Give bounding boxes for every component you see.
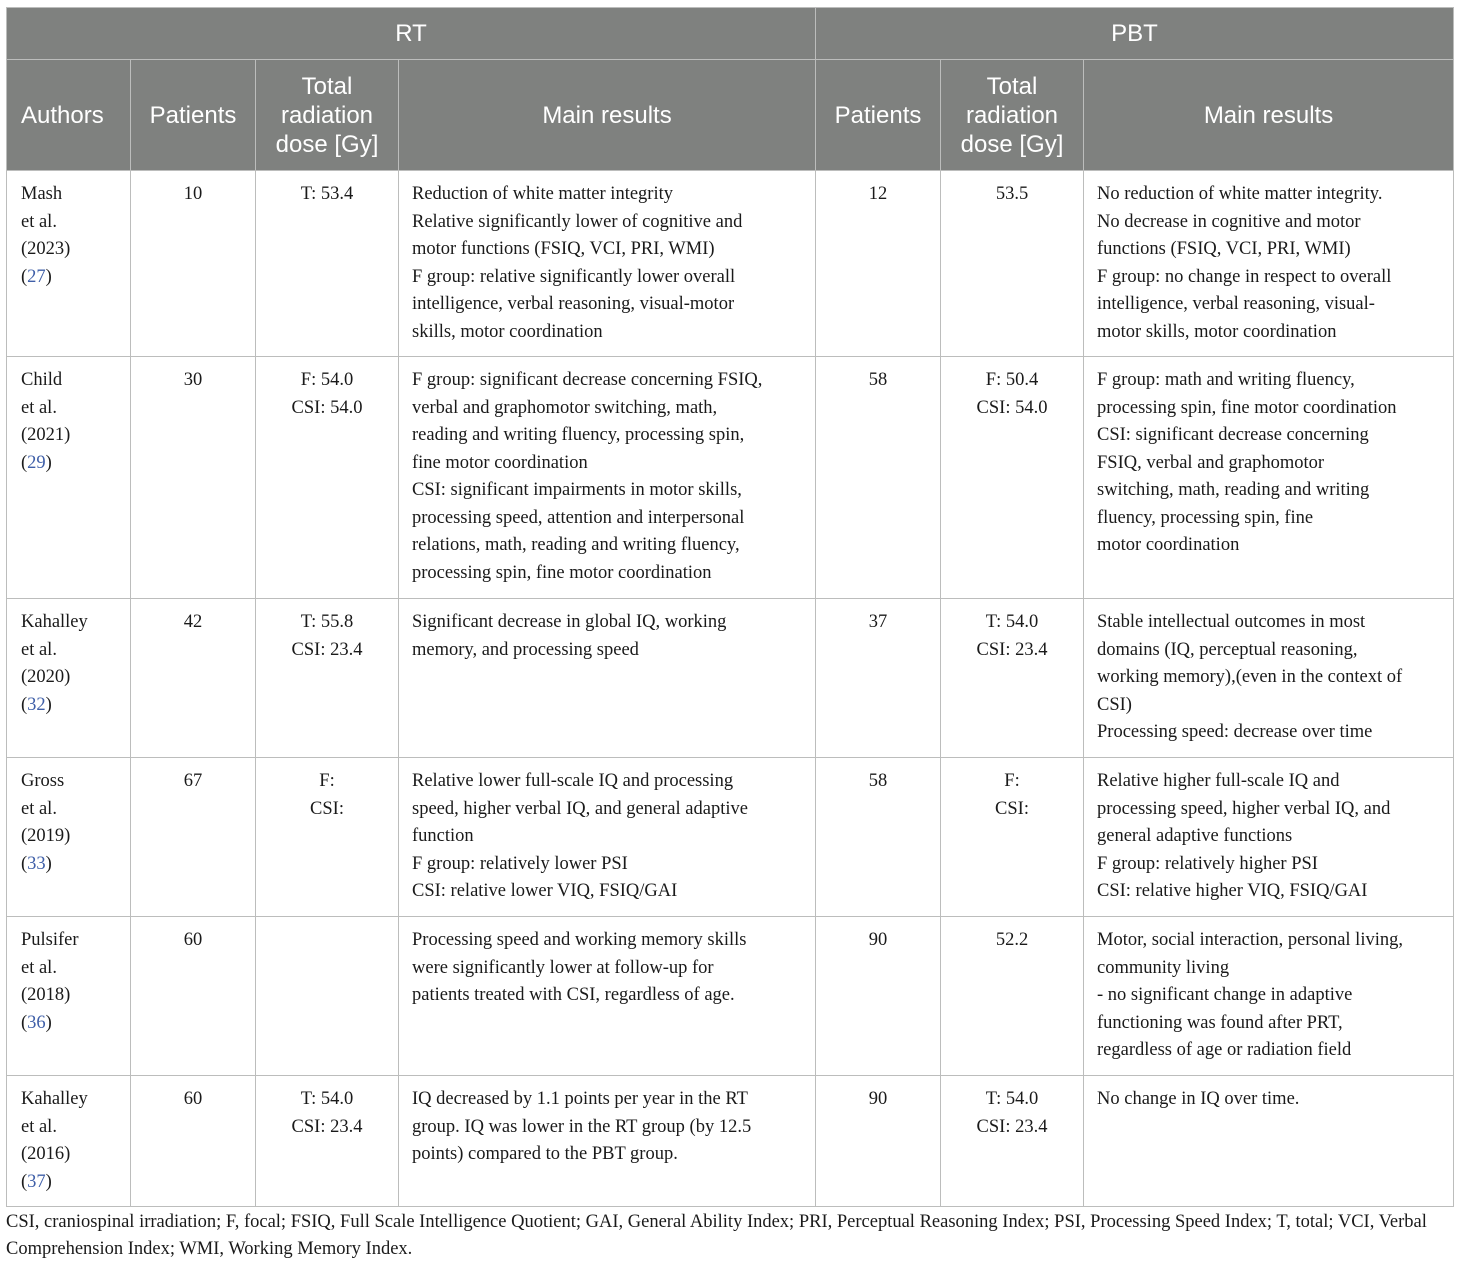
rt-results-line: processing spin, fine motor coordination <box>412 562 712 583</box>
rt-results-line: function <box>412 826 474 846</box>
rt-results-line: patients treated with CSI, regardless of age. <box>412 985 735 1005</box>
pbt-patients-cell <box>816 599 941 758</box>
rt-patients-cell <box>131 917 256 1076</box>
rt-results-line: memory, and processing speed <box>412 639 639 660</box>
pbt-dose-cell <box>941 758 1084 917</box>
author-line: Kahalley <box>21 1089 88 1109</box>
pbt-results-line: CSI: significant decrease concerning <box>1097 425 1369 445</box>
pbt-results-line: FSIQ, verbal and graphomotor <box>1097 452 1325 473</box>
author-line: et al. <box>21 798 57 819</box>
pbt-results-line: Processing speed: decrease over time <box>1097 722 1373 742</box>
pbt-results-line: No reduction of white matter integrity. <box>1097 184 1383 204</box>
paren: ( <box>21 1012 28 1033</box>
author-line: (2016) <box>21 1144 71 1164</box>
pbt-results-line: working memory),(even in the context of <box>1097 667 1403 687</box>
table-row <box>7 758 1454 917</box>
pbt-patients-value: 90 <box>868 930 888 950</box>
rt-dose-line: T: 55.8 <box>300 612 354 632</box>
pbt-results-line: processing spin, fine motor coordination <box>1097 397 1397 418</box>
pbt-results-line: Motor, social interaction, personal living, <box>1097 930 1403 950</box>
group-header-rt: RT <box>7 8 816 60</box>
rt-results-line: processing speed, attention and interpersonal <box>412 507 745 528</box>
rt-results-line: CSI: significant impairments in motor skills, <box>412 480 742 500</box>
rt-results-line: Significant decrease in global IQ, working <box>412 612 727 632</box>
pbt-patients-cell <box>816 171 941 357</box>
reference-line <box>21 264 120 292</box>
rt-dose-line: T: 53.4 <box>300 184 354 204</box>
author-line: (2020) <box>21 667 71 687</box>
rt-results-line: Processing speed and working memory skills <box>412 930 747 950</box>
rt-results-line: speed, higher verbal IQ, and general adaptive <box>412 798 748 819</box>
dose-header-line: Total <box>301 72 353 100</box>
pbt-patients-cell <box>816 1076 941 1207</box>
pbt-patients-value: 12 <box>868 184 888 204</box>
rt-patients-cell <box>131 599 256 758</box>
rt-patients-value: 10 <box>183 184 203 204</box>
group-header-pbt: PBT <box>816 8 1454 60</box>
pbt-results-cell <box>1084 917 1454 1076</box>
pbt-results-line: CSI: relative higher VIQ, FSIQ/GAI <box>1097 881 1368 901</box>
pbt-results-cell <box>1084 1076 1454 1207</box>
pbt-results-line: functioning was found after PRT, <box>1097 1012 1343 1033</box>
paren: ) <box>45 1012 52 1033</box>
author-cell <box>7 917 131 1076</box>
rt-dose-line: CSI: <box>310 798 344 819</box>
rt-results-line: fine motor coordination <box>412 452 588 473</box>
author-line: Kahalley <box>21 612 88 632</box>
pbt-results-line: functions (FSIQ, VCI, PRI, WMI) <box>1097 239 1351 259</box>
comparison-table-container <box>6 7 1453 1207</box>
rt-results-line: Relative significantly lower of cognitive and <box>412 211 743 232</box>
rt-dose-line: CSI: 23.4 <box>291 639 363 660</box>
rt-results-cell <box>399 1076 816 1207</box>
column-header-row <box>7 60 1454 171</box>
pbt-results-line: Stable intellectual outcomes in most <box>1097 612 1366 632</box>
paren: ( <box>21 266 28 287</box>
rt-results-line: relations, math, reading and writing fluency, <box>412 535 740 555</box>
rt-results-line: verbal and graphomotor switching, math, <box>412 397 718 418</box>
rt-patients-cell <box>131 1076 256 1207</box>
rt-results-cell <box>399 917 816 1076</box>
pbt-results-line: intelligence, verbal reasoning, visual- <box>1097 294 1375 314</box>
rt-results-line: reading and writing fluency, processing spin, <box>412 425 745 445</box>
reference-link[interactable]: 37 <box>27 1171 46 1192</box>
paren: ) <box>45 1171 52 1192</box>
pbt-patients-cell <box>816 357 941 599</box>
author-line: (2021) <box>21 425 71 445</box>
paren: ) <box>45 452 52 473</box>
dose-header-line: dose [Gy] <box>275 130 379 158</box>
pbt-results-line: motor skills, motor coordination <box>1097 321 1337 342</box>
rt-patients-value: 60 <box>183 930 203 950</box>
pbt-results-line: CSI) <box>1097 694 1132 715</box>
dose-header-line: Total <box>986 72 1038 100</box>
rt-results-line: intelligence, verbal reasoning, visual-motor <box>412 294 735 314</box>
col-header-pbt-patients: Patients <box>816 60 941 171</box>
paren: ) <box>45 694 52 715</box>
table-row <box>7 171 1454 357</box>
table-row <box>7 917 1454 1076</box>
reference-line <box>21 450 120 478</box>
footnote-line: CSI, craniospinal irradiation; F, focal; FSIQ, Full Scale Intelligence Quotient; GAI, General Ability Index; PRI, Perceptual Reasoning Index; PSI, Processing Speed Index; T, total; VCI, Verbal <box>6 1212 1427 1232</box>
table-row <box>7 599 1454 758</box>
paren: ( <box>21 853 28 874</box>
rt-results-line: points) compared to the PBT group. <box>412 1144 678 1164</box>
pbt-results-line: regardless of age or radiation field <box>1097 1040 1352 1060</box>
author-cell <box>7 758 131 917</box>
pbt-dose-cell <box>941 599 1084 758</box>
pbt-results-line: - no significant change in adaptive <box>1097 985 1353 1005</box>
comparison-table <box>6 7 1454 1207</box>
author-cell <box>7 1076 131 1207</box>
rt-dose-line: F: 54.0 <box>300 370 354 390</box>
rt-dose-line: T: 54.0 <box>300 1089 354 1109</box>
author-cell <box>7 171 131 357</box>
rt-results-line: group. IQ was lower in the RT group (by 12.5 <box>412 1116 752 1137</box>
pbt-results-line: No decrease in cognitive and motor <box>1097 211 1361 232</box>
rt-results-cell <box>399 357 816 599</box>
rt-dose-cell <box>256 758 399 917</box>
dose-header-line: dose [Gy] <box>960 130 1064 158</box>
pbt-results-cell <box>1084 599 1454 758</box>
paren: ( <box>21 1171 28 1192</box>
pbt-patients-cell <box>816 758 941 917</box>
reference-line <box>21 1010 120 1038</box>
reference-link[interactable]: 29 <box>27 452 46 473</box>
pbt-dose-line: T: 54.0 <box>985 1089 1039 1109</box>
rt-patients-value: 60 <box>183 1089 203 1109</box>
rt-dose-line: CSI: 54.0 <box>291 397 363 418</box>
pbt-results-cell <box>1084 357 1454 599</box>
pbt-dose-line: F: 50.4 <box>985 370 1039 390</box>
author-line: et al. <box>21 1116 57 1137</box>
rt-patients-value: 67 <box>183 771 203 791</box>
rt-dose-line: F: <box>319 771 335 791</box>
author-line: (2019) <box>21 826 71 846</box>
table-row <box>7 1076 1454 1207</box>
reference-line <box>21 1169 120 1197</box>
rt-dose-cell <box>256 599 399 758</box>
dose-header-line: radiation <box>280 101 374 129</box>
footnote-line: Comprehension Index; WMI, Working Memory Index. <box>6 1239 413 1259</box>
rt-results-cell <box>399 171 816 357</box>
pbt-results-line: domains (IQ, perceptual reasoning, <box>1097 639 1358 660</box>
pbt-results-cell <box>1084 171 1454 357</box>
dose-header-line: radiation <box>965 101 1059 129</box>
pbt-dose-line: F: <box>1004 771 1020 791</box>
pbt-dose-line: CSI: <box>995 798 1029 819</box>
rt-patients-cell <box>131 171 256 357</box>
pbt-dose-cell <box>941 917 1084 1076</box>
pbt-results-line: processing speed, higher verbal IQ, and <box>1097 798 1391 819</box>
reference-line <box>21 692 120 720</box>
rt-dose-cell <box>256 1076 399 1207</box>
pbt-results-line: general adaptive functions <box>1097 826 1293 846</box>
col-header-rt-dose <box>256 60 399 171</box>
col-header-pbt-results: Main results <box>1084 60 1454 171</box>
rt-results-line: CSI: relative lower VIQ, FSIQ/GAI <box>412 881 678 901</box>
pbt-dose-cell <box>941 1076 1084 1207</box>
pbt-patients-cell <box>816 917 941 1076</box>
reference-line <box>21 851 120 879</box>
pbt-results-cell <box>1084 758 1454 917</box>
reference-link[interactable]: 36 <box>27 1012 46 1033</box>
col-header-rt-results: Main results <box>399 60 816 171</box>
col-header-rt-patients: Patients <box>131 60 256 171</box>
paren: ( <box>21 694 28 715</box>
table-footnote <box>6 1209 1456 1263</box>
author-line: et al. <box>21 397 57 418</box>
reference-link[interactable]: 32 <box>27 694 46 715</box>
author-line: et al. <box>21 211 57 232</box>
pbt-dose-cell <box>941 171 1084 357</box>
rt-dose-cell <box>256 171 399 357</box>
pbt-results-line: community living <box>1097 957 1230 978</box>
rt-dose-cell <box>256 917 399 1076</box>
pbt-patients-value: 37 <box>868 612 888 632</box>
rt-results-line: skills, motor coordination <box>412 321 603 342</box>
author-line: Gross <box>21 771 65 791</box>
rt-results-cell <box>399 758 816 917</box>
rt-results-cell <box>399 599 816 758</box>
rt-patients-cell <box>131 758 256 917</box>
rt-results-line: motor functions (FSIQ, VCI, PRI, WMI) <box>412 239 715 259</box>
pbt-results-line: F group: math and writing fluency, <box>1097 370 1355 390</box>
author-line: et al. <box>21 639 57 660</box>
rt-results-line: F group: significant decrease concerning FSIQ, <box>412 370 763 390</box>
author-cell <box>7 357 131 599</box>
author-line: (2018) <box>21 985 71 1005</box>
pbt-patients-value: 58 <box>868 370 888 390</box>
pbt-results-line: Relative higher full-scale IQ and <box>1097 771 1340 791</box>
pbt-dose-cell <box>941 357 1084 599</box>
rt-patients-value: 30 <box>183 370 203 390</box>
pbt-dose-line: 53.5 <box>995 184 1029 204</box>
group-header-row <box>7 8 1454 60</box>
pbt-dose-line: 52.2 <box>995 930 1029 950</box>
reference-link[interactable]: 33 <box>27 853 46 874</box>
rt-dose-line: CSI: 23.4 <box>291 1116 363 1137</box>
author-line: Pulsifer <box>21 930 79 950</box>
rt-results-line: were significantly lower at follow-up for <box>412 957 714 978</box>
reference-link[interactable]: 27 <box>27 266 46 287</box>
table-row <box>7 357 1454 599</box>
pbt-results-line: fluency, processing spin, fine <box>1097 507 1314 528</box>
pbt-results-line: F group: relatively higher PSI <box>1097 853 1318 874</box>
pbt-results-line: No change in IQ over time. <box>1097 1089 1300 1109</box>
rt-patients-cell <box>131 357 256 599</box>
rt-results-line: F group: relative significantly lower overall <box>412 266 736 287</box>
author-line: Child <box>21 370 63 390</box>
col-header-pbt-dose <box>941 60 1084 171</box>
pbt-dose-line: CSI: 23.4 <box>976 639 1048 660</box>
rt-results-line: F group: relatively lower PSI <box>412 853 628 874</box>
rt-results-line: Relative lower full-scale IQ and processing <box>412 771 734 791</box>
pbt-patients-value: 58 <box>868 771 888 791</box>
table-body <box>7 171 1454 1207</box>
rt-results-line: IQ decreased by 1.1 points per year in the RT <box>412 1089 748 1109</box>
rt-results-line: Reduction of white matter integrity <box>412 184 673 204</box>
pbt-dose-line: T: 54.0 <box>985 612 1039 632</box>
pbt-dose-line: CSI: 23.4 <box>976 1116 1048 1137</box>
rt-dose-cell <box>256 357 399 599</box>
paren: ) <box>45 266 52 287</box>
author-line: Mash <box>21 184 63 204</box>
pbt-results-line: F group: no change in respect to overall <box>1097 266 1392 287</box>
pbt-results-line: motor coordination <box>1097 535 1240 555</box>
paren: ) <box>45 853 52 874</box>
pbt-patients-value: 90 <box>868 1089 888 1109</box>
pbt-dose-line: CSI: 54.0 <box>976 397 1048 418</box>
pbt-results-line: switching, math, reading and writing <box>1097 480 1370 500</box>
col-header-authors: Authors <box>7 60 131 171</box>
author-cell <box>7 599 131 758</box>
paren: ( <box>21 452 28 473</box>
author-line: (2023) <box>21 239 71 259</box>
author-line: et al. <box>21 957 57 978</box>
rt-patients-value: 42 <box>183 612 203 632</box>
